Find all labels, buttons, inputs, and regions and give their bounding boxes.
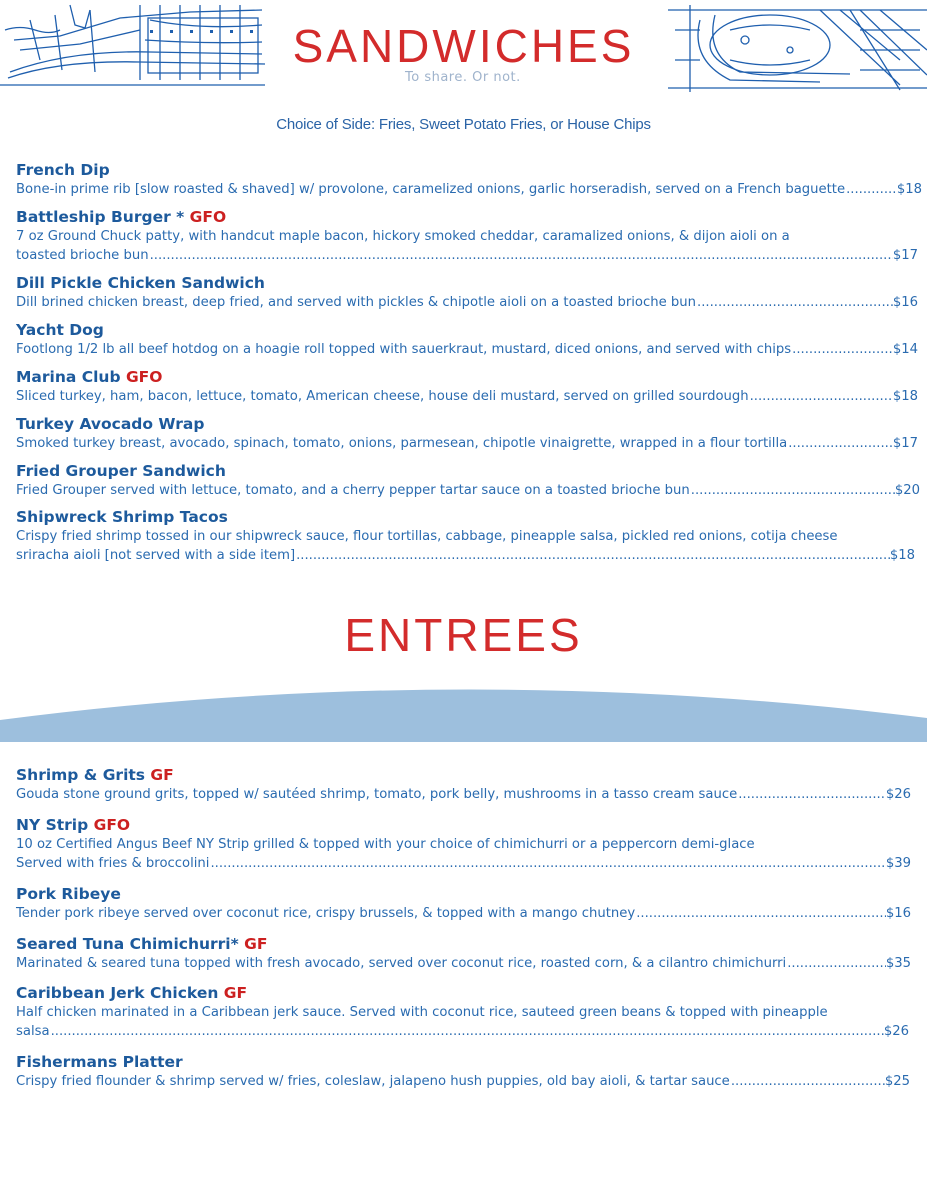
menu-item (16, 765, 924, 804)
menu-item (16, 507, 924, 565)
item-name: Marina Club GFO (16, 368, 163, 386)
item-name: Yacht Dog (16, 321, 104, 339)
item-name: Pork Ribeye (16, 885, 121, 903)
item-description-line: 7 oz Ground Chuck patty, with handcut maple bacon, hickory smoked cheddar, caramalized onions, & dijon aioli on a (16, 229, 790, 244)
item-name: Fried Grouper Sandwich (16, 462, 226, 480)
menu-item (16, 884, 924, 923)
item-name: NY Strip GFO (16, 816, 131, 834)
item-description-line: 10 oz Certified Angus Beef NY Strip grilled & topped with your choice of chimichurri or a peppercorn demi-glace (16, 837, 755, 852)
item-description: sriracha aioli [not served with a side item] ..... $18 (16, 546, 915, 565)
item-price: $26 (885, 787, 911, 802)
item-tag: GF (150, 766, 174, 784)
item-price: $16 (885, 906, 911, 921)
item-tag: GFO (189, 208, 227, 226)
sandwiches-title: SANDWICHES (292, 20, 635, 72)
item-description: Crispy fried flounder & shrimp served w/ fries, coleslaw, jalapeno hush puppies, old bay aioli, & tartar sauce ..... $25 (16, 1072, 910, 1091)
menu-item (16, 983, 924, 1041)
menu-item (16, 461, 924, 500)
item-name: Battleship Burger * GFO (16, 208, 227, 226)
item-price: $17 (892, 248, 918, 263)
item-price: $18 (896, 182, 922, 197)
item-name: Turkey Avocado Wrap (16, 415, 205, 433)
item-price: $17 (892, 436, 918, 451)
item-price: $39 (885, 856, 911, 871)
menu-item (16, 160, 924, 199)
item-price: $16 (892, 295, 918, 310)
item-description: Dill brined chicken breast, deep fried, and served with pickles & chipotle aioli on a toasted brioche bun ..... $16 (16, 293, 918, 312)
item-name: Shipwreck Shrimp Tacos (16, 508, 228, 526)
item-name: French Dip (16, 161, 110, 179)
menu-item (16, 815, 924, 873)
side-choice-note: Choice of Side: Fries, Sweet Potato Fries, or House Chips (276, 116, 651, 133)
item-price: $18 (892, 389, 918, 404)
item-price: $14 (892, 342, 918, 357)
menu-item (16, 273, 924, 312)
item-tag: GF (223, 984, 248, 1002)
menu-item (16, 1052, 924, 1091)
item-description: Bone-in prime rib [slow roasted & shaved] w/ provolone, caramelized onions, garlic horseradish, served on a French baguette ..... $18 (16, 180, 922, 199)
faded-tagline: To share. Or not. (405, 70, 521, 85)
item-price: $26 (883, 1024, 909, 1039)
menu-item (16, 934, 924, 973)
item-name: Caribbean Jerk Chicken GF (16, 984, 248, 1002)
item-description: Footlong 1/2 lb all beef hotdog on a hoagie roll topped with sauerkraut, mustard, diced onions, and served with chips ..... $14 (16, 340, 918, 359)
item-description: Marinated & seared tuna topped with fresh avocado, served over coconut rice, roasted corn, & a cilantro chimichurri ..... $35 (16, 954, 911, 973)
item-price: $35 (885, 956, 911, 971)
item-name: Fishermans Platter (16, 1053, 183, 1071)
menu-item (16, 367, 924, 406)
item-tag: GFO (125, 368, 163, 386)
item-name: Dill Pickle Chicken Sandwich (16, 274, 265, 292)
item-description: salsa ..... $26 (16, 1022, 909, 1041)
item-description-line: Half chicken marinated in a Caribbean jerk sauce. Served with coconut rice, sauteed green beans & topped with pineapple (16, 1005, 828, 1020)
item-tag: GFO (93, 816, 131, 834)
item-tag: GF (244, 935, 268, 953)
item-description: Served with fries & broccolini ..... $39 (16, 854, 911, 873)
item-price: $20 (894, 483, 920, 498)
menu-item (16, 414, 924, 453)
item-description: Tender pork ribeye served over coconut rice, crispy brussels, & topped with a mango chutney ..... $16 (16, 904, 911, 923)
item-price: $18 (889, 548, 915, 563)
item-description: Fried Grouper served with lettuce, tomato, and a cherry pepper tartar sauce on a toasted brioche bun ..... $20 (16, 481, 920, 500)
entrees-title: ENTREES (344, 609, 583, 661)
item-name: Seared Tuna Chimichurri* GF (16, 935, 268, 953)
menu-item (16, 320, 924, 359)
menu-item (16, 207, 924, 265)
item-description: Sliced turkey, ham, bacon, lettuce, tomato, American cheese, house deli mustard, served on grilled sourdough ..... $18 (16, 387, 918, 406)
item-price: $25 (884, 1074, 910, 1089)
item-name: Shrimp & Grits GF (16, 766, 174, 784)
item-description-line: Crispy fried shrimp tossed in our shipwreck sauce, flour tortillas, cabbage, pineapple salsa, pickled red onions, cotija cheese (16, 529, 838, 544)
item-description: Gouda stone ground grits, topped w/ sautéed shrimp, tomato, pork belly, mushrooms in a tasso cream sauce ..... $26 (16, 785, 911, 804)
item-description: Smoked turkey breast, avocado, spinach, tomato, onions, parmesean, chipotle vinaigrette, wrapped in a flour tortilla ..... $17 (16, 434, 918, 453)
wave-divider (0, 680, 927, 742)
item-description: toasted brioche bun ..... $17 (16, 246, 918, 265)
